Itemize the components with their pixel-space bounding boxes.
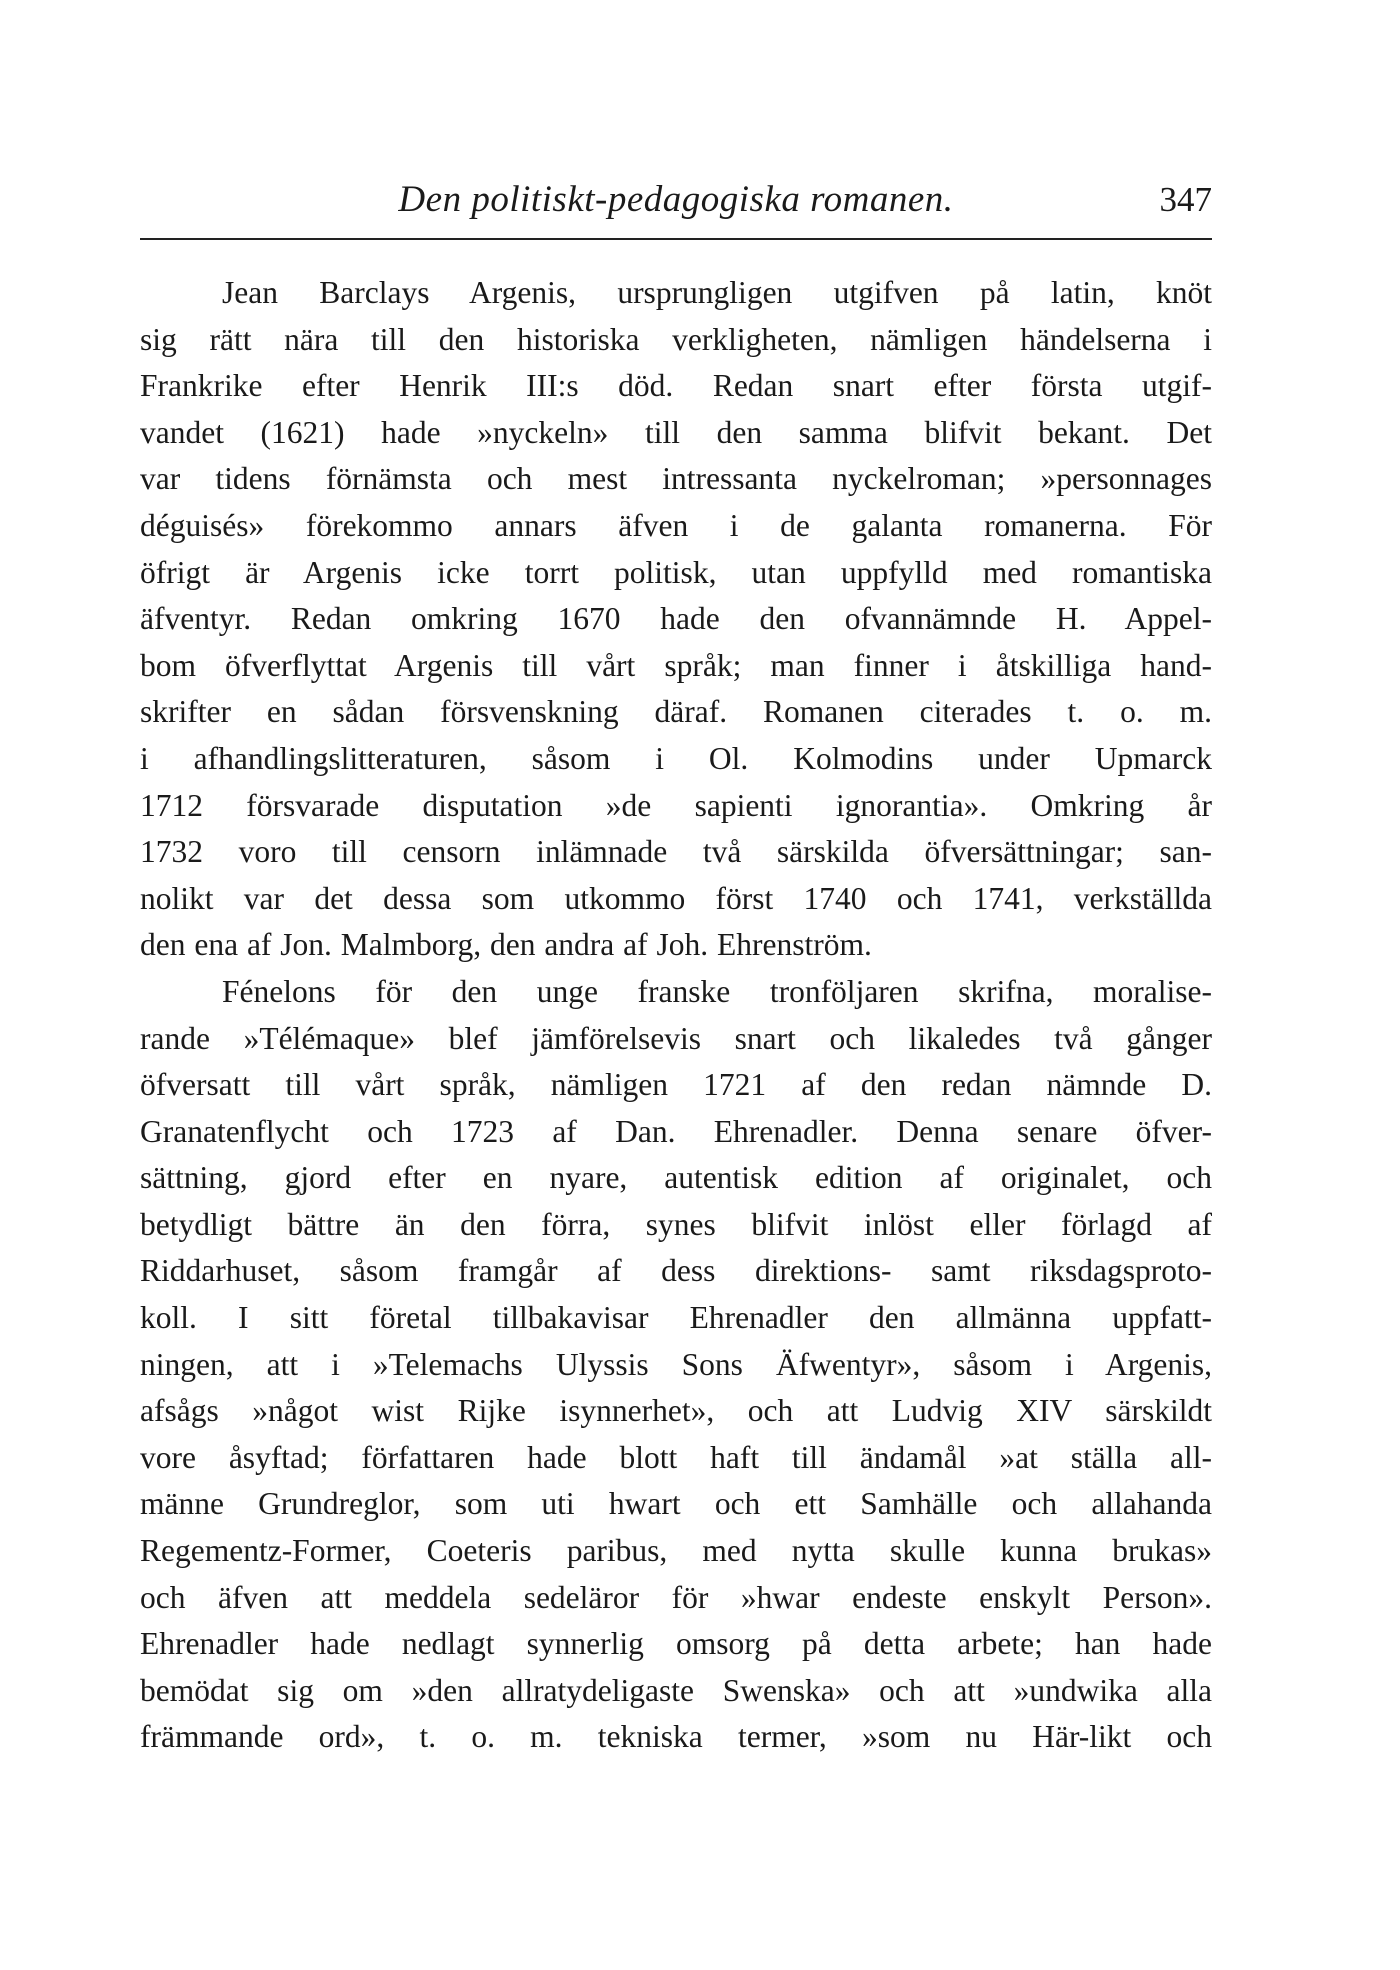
text-line: Fénelons för den unge franske tronföljaren skrifna, moralise- bbox=[222, 973, 1212, 1009]
text-line: betydligt bättre än den förra, synes blifvit inlöst eller förlagd af bbox=[140, 1206, 1212, 1242]
text-line: öfrigt är Argenis icke torrt politisk, utan uppfylld med romantiska bbox=[140, 554, 1212, 590]
text-line: Riddarhuset, såsom framgår af dess direktions- samt riksdagsproto- bbox=[140, 1253, 1212, 1289]
text-line: Granatenflycht och 1723 af Dan. Ehrenadler. Denna senare öfver- bbox=[140, 1113, 1212, 1149]
text-line: sig rätt nära till den historiska verkligheten, nämligen händelserna i bbox=[140, 321, 1212, 357]
text-line: afsågs »något wist Rijke isynnerhet», och att Ludvig XIV särskildt bbox=[140, 1393, 1212, 1429]
text-line: 1712 försvarade disputation »de sapienti ignorantia». Omkring år bbox=[140, 787, 1212, 823]
text-line: nolikt var det dessa som utkommo först 1740 och 1741, verkställda bbox=[140, 880, 1212, 916]
text-line: Regementz-Former, Coeteris paribus, med nytta skulle kunna brukas» bbox=[140, 1533, 1212, 1569]
text-line: vandet (1621) hade »nyckeln» till den samma blifvit bekant. Det bbox=[140, 414, 1212, 450]
text-line: Frankrike efter Henrik III:s död. Redan snart efter första utgif- bbox=[140, 368, 1212, 404]
text-line: bom öfverflyttat Argenis till vårt språk; man finner i åtskilliga hand- bbox=[140, 647, 1212, 683]
text-line: déguisés» förekommo annars äfven i de galanta romanerna. För bbox=[140, 507, 1212, 543]
text-line: männe Grundreglor, som uti hwart och ett Samhälle och allahanda bbox=[140, 1486, 1212, 1522]
text-line: äfventyr. Redan omkring 1670 hade den ofvannämnde H. Appel- bbox=[140, 601, 1212, 637]
page-number: 347 bbox=[1159, 180, 1212, 219]
text-line: Jean Barclays Argenis, ursprungligen utgifven på latin, knöt bbox=[222, 275, 1212, 310]
text-line: koll. I sitt företal tillbakavisar Ehrenadler den allmänna uppfatt- bbox=[140, 1300, 1212, 1336]
text-line: rande »Télémaque» blef jämförelsevis snart och likaledes två gånger bbox=[140, 1020, 1212, 1056]
text-line: bemödat sig om »den allratydeligaste Swenska» och att »undwika alla bbox=[140, 1672, 1212, 1708]
text-line: sättning, gjord efter en nyare, autentisk edition af originalet, och bbox=[140, 1160, 1212, 1196]
text-line: Ehrenadler hade nedlagt synnerlig omsorg på detta arbete; han hade bbox=[140, 1626, 1212, 1662]
page-header bbox=[140, 178, 1212, 240]
text-line: i afhandlingslitteraturen, såsom i Ol. Kolmodins under Upmarck bbox=[140, 740, 1212, 776]
text-line: ningen, att i »Telemachs Ulyssis Sons Äfwentyr», såsom i Argenis, bbox=[140, 1346, 1212, 1382]
text-line: och äfven att meddela sedeläror för »hwar endeste enskylt Person». bbox=[140, 1579, 1212, 1615]
text-line: var tidens förnämsta och mest intressanta nyckelroman; »personnages bbox=[140, 461, 1212, 497]
text-line: skrifter en sådan försvenskning däraf. Romanen citerades t. o. m. bbox=[140, 694, 1212, 730]
text-line: vore åsyftad; författaren hade blott haft till ändamål »at ställa all- bbox=[140, 1439, 1212, 1475]
running-title: Den politiskt-pedagogiska romanen. bbox=[398, 179, 954, 220]
body-text bbox=[140, 270, 1212, 1761]
text-line: öfversatt till vårt språk, nämligen 1721 af den redan nämnde D. bbox=[140, 1067, 1212, 1103]
text-line: främmande ord», t. o. m. tekniska termer, »som nu Här-likt och bbox=[140, 1719, 1212, 1755]
text-line: den ena af Jon. Malmborg, den andra af Joh. Ehrenström. bbox=[140, 927, 872, 963]
text-line: 1732 voro till censorn inlämnade två särskilda öfversättningar; san- bbox=[140, 834, 1212, 870]
